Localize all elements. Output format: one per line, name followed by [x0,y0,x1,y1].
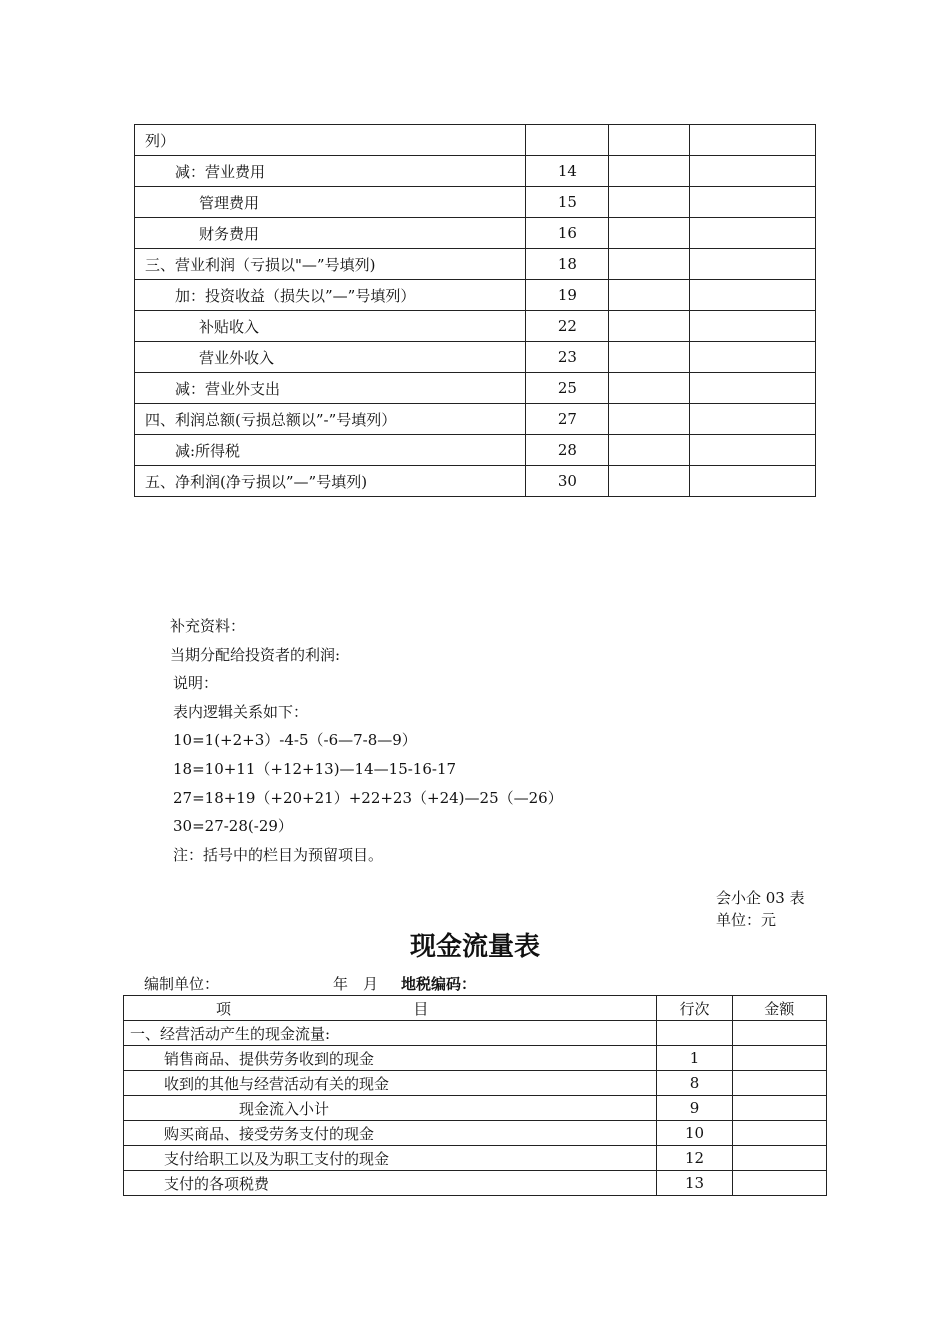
income-line-number: 23 [526,342,609,373]
income-value-cell [690,280,816,311]
income-value-cell [609,280,690,311]
note-remark: 注：括号中的栏目为预留项目。 [173,845,384,864]
cash-flow-line-number: 10 [657,1121,732,1146]
income-value-cell [690,249,816,280]
cash-flow-header-row [124,996,827,1021]
income-row [135,342,816,373]
income-item-name: 管理费用 [135,187,526,218]
income-item-name: 加：投资收益（损失以”—”号填列） [135,280,526,311]
cash-flow-amount-cell [732,1171,826,1196]
cash-flow-line-number: 1 [657,1046,732,1071]
year-label: 年 [333,975,349,993]
cash-flow-row [124,1046,827,1071]
income-statement-table [134,124,816,497]
income-value-cell [690,311,816,342]
income-row [135,373,816,404]
income-row [135,249,816,280]
month-label: 月 [363,975,379,993]
income-row [135,218,816,249]
income-value-cell [609,187,690,218]
income-line-number [526,125,609,156]
cash-flow-line-number: 13 [657,1171,732,1196]
income-line-number: 22 [526,311,609,342]
income-row [135,156,816,187]
cash-flow-item-name: 收到的其他与经营活动有关的现金 [124,1071,657,1096]
supplementary-notes [170,612,563,869]
income-line-number: 14 [526,156,609,187]
note-formula-4: 30=27-28(-29） [173,817,293,836]
income-row [135,466,816,497]
cash-flow-item-name: 购买商品、接受劳务支付的现金 [124,1121,657,1146]
cash-flow-item-name: 支付给职工以及为职工支付的现金 [124,1146,657,1171]
income-row [135,280,816,311]
income-item-name: 减：营业外支出 [135,373,526,404]
cash-flow-item-name: 现金流入小计 [124,1096,657,1121]
cash-flow-amount-cell [732,1121,826,1146]
page-title: 现金流量表 [409,932,540,962]
cash-flow-line-number: 8 [657,1071,732,1096]
income-value-cell [609,435,690,466]
income-item-name: 减：营业费用 [135,156,526,187]
income-line-number: 15 [526,187,609,218]
note-formula-3: 27=18+19（+20+21）+22+23（+24)—25（—26） [173,788,563,807]
income-value-cell [690,218,816,249]
income-item-name: 营业外收入 [135,342,526,373]
cash-flow-row [124,1146,827,1171]
cash-flow-amount-cell [732,1021,826,1046]
note-formula-2: 18=10+11（+12+13)—14—15-16-17 [173,759,457,778]
note-supplement: 补充资料： [170,617,246,635]
note-formula-1: 10=1(+2+3）-4-5（-6—7-8—9） [173,731,417,750]
cash-flow-line-number: 9 [657,1096,732,1121]
note-explanation: 说明： [173,674,219,693]
header-item-right: 目 [413,999,429,1018]
income-value-cell [690,125,816,156]
note-logic-title: 表内逻辑关系如下： [173,702,309,721]
cash-flow-amount-cell [732,1071,826,1096]
cash-flow-item-name: 销售商品、提供劳务收到的现金 [124,1046,657,1071]
income-statement-body [135,125,816,497]
cash-flow-amount-cell [732,1146,826,1171]
cash-flow-item-name: 支付的各项税费 [124,1171,657,1196]
form-code: 会小企 03 表 [716,889,805,907]
income-value-cell [690,187,816,218]
header-item-left: 项 [216,999,232,1018]
income-value-cell [690,156,816,187]
header-item-cell [124,996,657,1021]
income-value-cell [690,466,816,497]
income-item-name: 列） [135,125,526,156]
tax-code-label: 地税编码： [401,975,477,993]
income-value-cell [609,466,690,497]
income-value-cell [690,404,816,435]
prep-unit-label: 编制单位： [144,975,220,993]
income-value-cell [609,156,690,187]
income-line-number: 30 [526,466,609,497]
cash-flow-row [124,1096,827,1121]
income-item-name: 五、净利润(净亏损以”—”号填列) [135,466,526,497]
income-item-name: 三、营业利润（亏损以"—”号填列) [135,249,526,280]
income-value-cell [609,249,690,280]
cash-flow-line-number [657,1021,732,1046]
income-item-name: 四、利润总额(亏损总额以”-”号填列） [135,404,526,435]
income-value-cell [609,125,690,156]
income-line-number: 18 [526,249,609,280]
income-value-cell [690,342,816,373]
income-row [135,125,816,156]
cash-flow-item-name: 一、经营活动产生的现金流量: [124,1021,657,1046]
income-value-cell [609,373,690,404]
income-row [135,404,816,435]
income-line-number: 19 [526,280,609,311]
income-row [135,311,816,342]
currency-unit: 单位：元 [716,911,777,929]
income-item-name: 减:所得税 [135,435,526,466]
income-value-cell [690,373,816,404]
income-value-cell [609,218,690,249]
cash-flow-amount-cell [732,1046,826,1071]
income-value-cell [609,404,690,435]
header-line: 行次 [657,996,732,1021]
income-value-cell [609,342,690,373]
income-line-number: 25 [526,373,609,404]
cash-flow-row [124,1171,827,1196]
income-row [135,435,816,466]
income-item-name: 财务费用 [135,218,526,249]
cash-flow-line-number: 12 [657,1146,732,1171]
cash-flow-row [124,1121,827,1146]
note-profit-distribution: 当期分配给投资者的利润: [170,645,341,664]
income-value-cell [690,435,816,466]
income-value-cell [609,311,690,342]
income-item-name: 补贴收入 [135,311,526,342]
cash-flow-row [124,1071,827,1096]
income-line-number: 28 [526,435,609,466]
cash-flow-body [124,996,827,1196]
income-line-number: 27 [526,404,609,435]
income-row [135,187,816,218]
income-line-number: 16 [526,218,609,249]
cash-flow-amount-cell [732,1096,826,1121]
cash-flow-row [124,1021,827,1046]
cash-flow-table [123,995,827,1196]
header-amount: 金额 [732,996,826,1021]
